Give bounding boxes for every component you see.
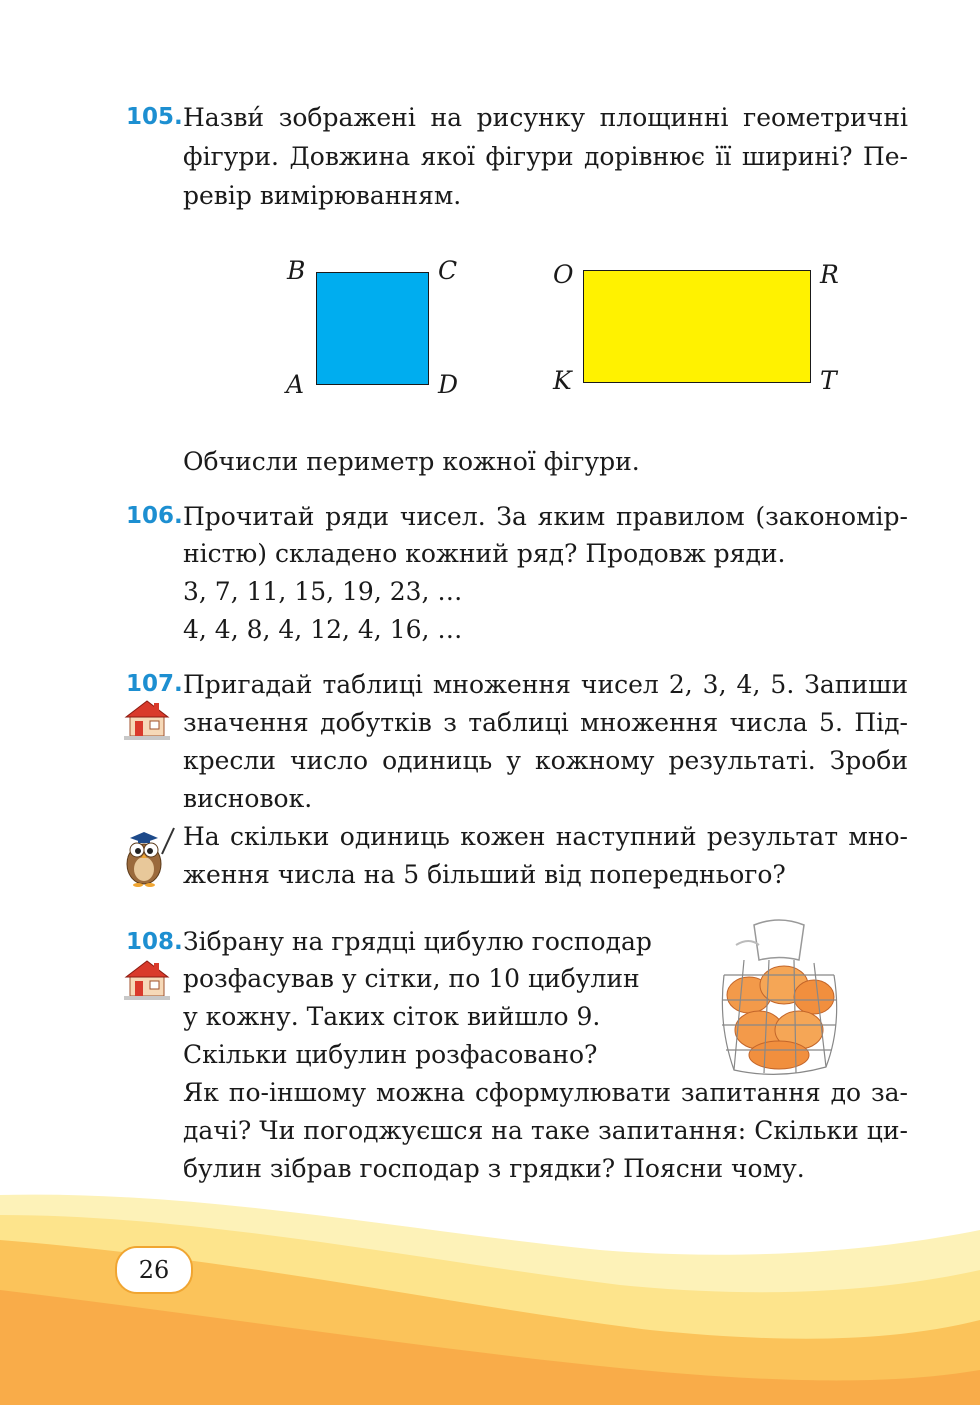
task-108-line-3: у кожну. Таких сіток вийшло 9. [183,1002,601,1031]
square-label-a: A [286,370,305,399]
task-105-number: 105. [126,104,183,130]
task-106-series-2: 4, 4, 8, 4, 12, 4, 16, … [183,615,463,644]
square-label-d: D [438,370,459,399]
rectangle-figure [583,270,811,383]
task-108-line-4: Скільки цибулин розфасовано? [183,1040,598,1069]
rect-label-r: R [820,260,839,289]
task-107-line-2: значення добутків з таблиці множення числа 5. Під- [183,708,908,737]
task-108-line-7: булин зібрав господар з грядки? Поясни чому. [183,1154,805,1183]
task-105-line-1: Назви́ зображені на рисунку площинні геометричні [183,103,908,132]
rect-label-k: K [553,366,572,395]
square-figure [316,272,429,385]
owl-teacher-icon [118,824,176,890]
task-108-number: 108. [126,929,183,955]
task-105-line-2: фігури. Довжина якої фігури дорівнює її ширині? Пе- [183,142,908,171]
task-108-line-6: дачі? Чи погоджуєшся на таке запитання: Скільки ци- [183,1116,908,1145]
rect-label-t: T [820,366,837,395]
house-icon [124,958,170,1000]
task-106-series-1: 3, 7, 11, 15, 19, 23, … [183,577,463,606]
task-106-line-1: Прочитай ряди чисел. За яким правилом (закономір- [183,502,908,531]
onion-bag-icon [714,915,844,1075]
page-number: 26 [115,1246,193,1294]
task-107-line-5: На скільки одиниць кожен наступний результат мно- [183,822,908,851]
house-icon [124,698,170,740]
task-107-line-4: висновок. [183,784,313,813]
task-107-line-6: ження числа на 5 більший від попереднього? [183,860,786,889]
rect-label-o: O [553,260,574,289]
square-label-b: B [287,256,306,285]
task-107-number: 107. [126,671,183,697]
task-108-line-1: Зібрану на грядці цибулю господар [183,927,652,956]
task-105-line-3: ревір вимірюванням. [183,181,462,210]
task-108-line-5: Як по-іншому можна сформулювати запитання до за- [183,1078,908,1107]
task-106-line-2: ністю) складено кожний ряд? Продовж ряди. [183,539,786,568]
task-108-line-2: розфасував у сітки, по 10 цибулин [183,964,640,993]
task-107-line-3: кресли число одиниць у кожному результаті. Зроби [183,746,908,775]
task-106-number: 106. [126,503,183,529]
task-107-line-1: Пригадай таблиці множення чисел 2, 3, 4, 5. Запиши [183,670,908,699]
square-label-c: C [438,256,458,285]
task-105-after: Обчисли периметр кожної фігури. [183,447,640,476]
